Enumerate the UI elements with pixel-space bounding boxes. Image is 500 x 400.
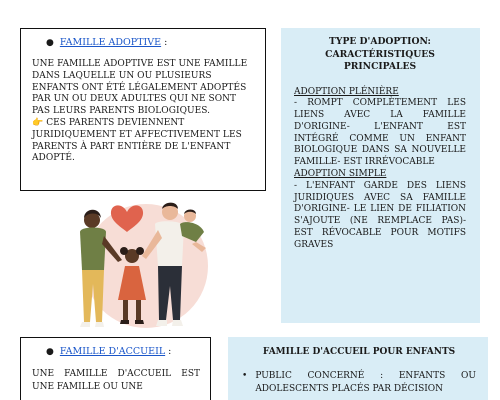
famille-adoptive-heading: [46, 37, 255, 48]
type-adoption-panel: [281, 28, 480, 323]
heading-colon: :: [164, 37, 168, 48]
accueil-enfants-list-item: [242, 370, 476, 395]
famille-accueil-link[interactable]: FAMILLE D'ACCUEIL: [59, 346, 166, 357]
pointing-hand-icon: 👉: [32, 117, 44, 128]
bullet-icon: •: [242, 371, 248, 381]
adoption-pleniere-title: ADOPTION PLÉNIÈRE: [294, 86, 399, 97]
accueil-enfants-item-text: PUBLIC CONCERNÉ : ENFANTS OU ADOLESCENTS PLACÉS PAR DÉCISION: [255, 371, 476, 394]
heading-colon: :: [168, 346, 172, 357]
adoption-simple-title: ADOPTION SIMPLE: [294, 169, 387, 180]
famille-adoptive-definition: UNE FAMILLE ADOPTIVE EST UNE FAMILLE DANS LAQUELLE UN OU PLUSIEURS ENFANTS ONT ÉTÉ LÉGALEMENT ADOPTÉS PAR UN OU DEUX ADULTES QUI NE SONT PAS LEURS PARENTS BIOLOGIQUES.: [32, 59, 248, 117]
famille-accueil-text: UNE FAMILLE D'ACCUEIL EST UNE FAMILLE OU UNE: [32, 369, 200, 392]
famille-adoptive-link[interactable]: FAMILLE ADOPTIVE: [59, 37, 162, 48]
type-adoption-title: TYPE D'ADOPTION: CARACTÉRISTIQUES PRINCIPALES: [325, 36, 435, 72]
famille-adoptive-pointer-text: CES PARENTS DEVIENNENT JURIDIQUEMENT ET AFFECTIVEMENT LES PARENTS À PART ENTIÈRE DE L'ENFANT ADOPTÉ.: [32, 117, 242, 164]
famille-accueil-heading: [46, 346, 200, 357]
bullet-icon: ●: [46, 38, 54, 48]
adoption-pleniere-text: - ROMPT COMPLÈTEMENT LES LIENS AVEC LA FAMILLE D'ORIGINE- L'ENFANT EST INTÉGRÉ COMME UN ENFANT BIOLOGIQUE DANS SA NOUVELLE FAMILLE- EST IRRÉVOCABLE: [294, 98, 466, 168]
family-illustration: [72, 196, 222, 336]
famille-adoptive-text: [32, 59, 255, 165]
famille-accueil-box: [20, 337, 211, 400]
adoption-simple-text: - L'ENFANT GARDE DES LIENS JURIDIQUES AVEC SA FAMILLE D'ORIGINE- LE LIEN DE FILIATION S'AJOUTE (NE REMPLACE PAS)- EST RÉVOCABLE POUR MOTIFS GRAVES: [294, 180, 466, 250]
famille-adoptive-box: [20, 28, 266, 191]
accueil-enfants-title: FAMILLE D'ACCUEIL POUR ENFANTS: [262, 347, 456, 357]
accueil-enfants-panel: [228, 337, 488, 400]
bullet-icon: ●: [46, 347, 54, 357]
